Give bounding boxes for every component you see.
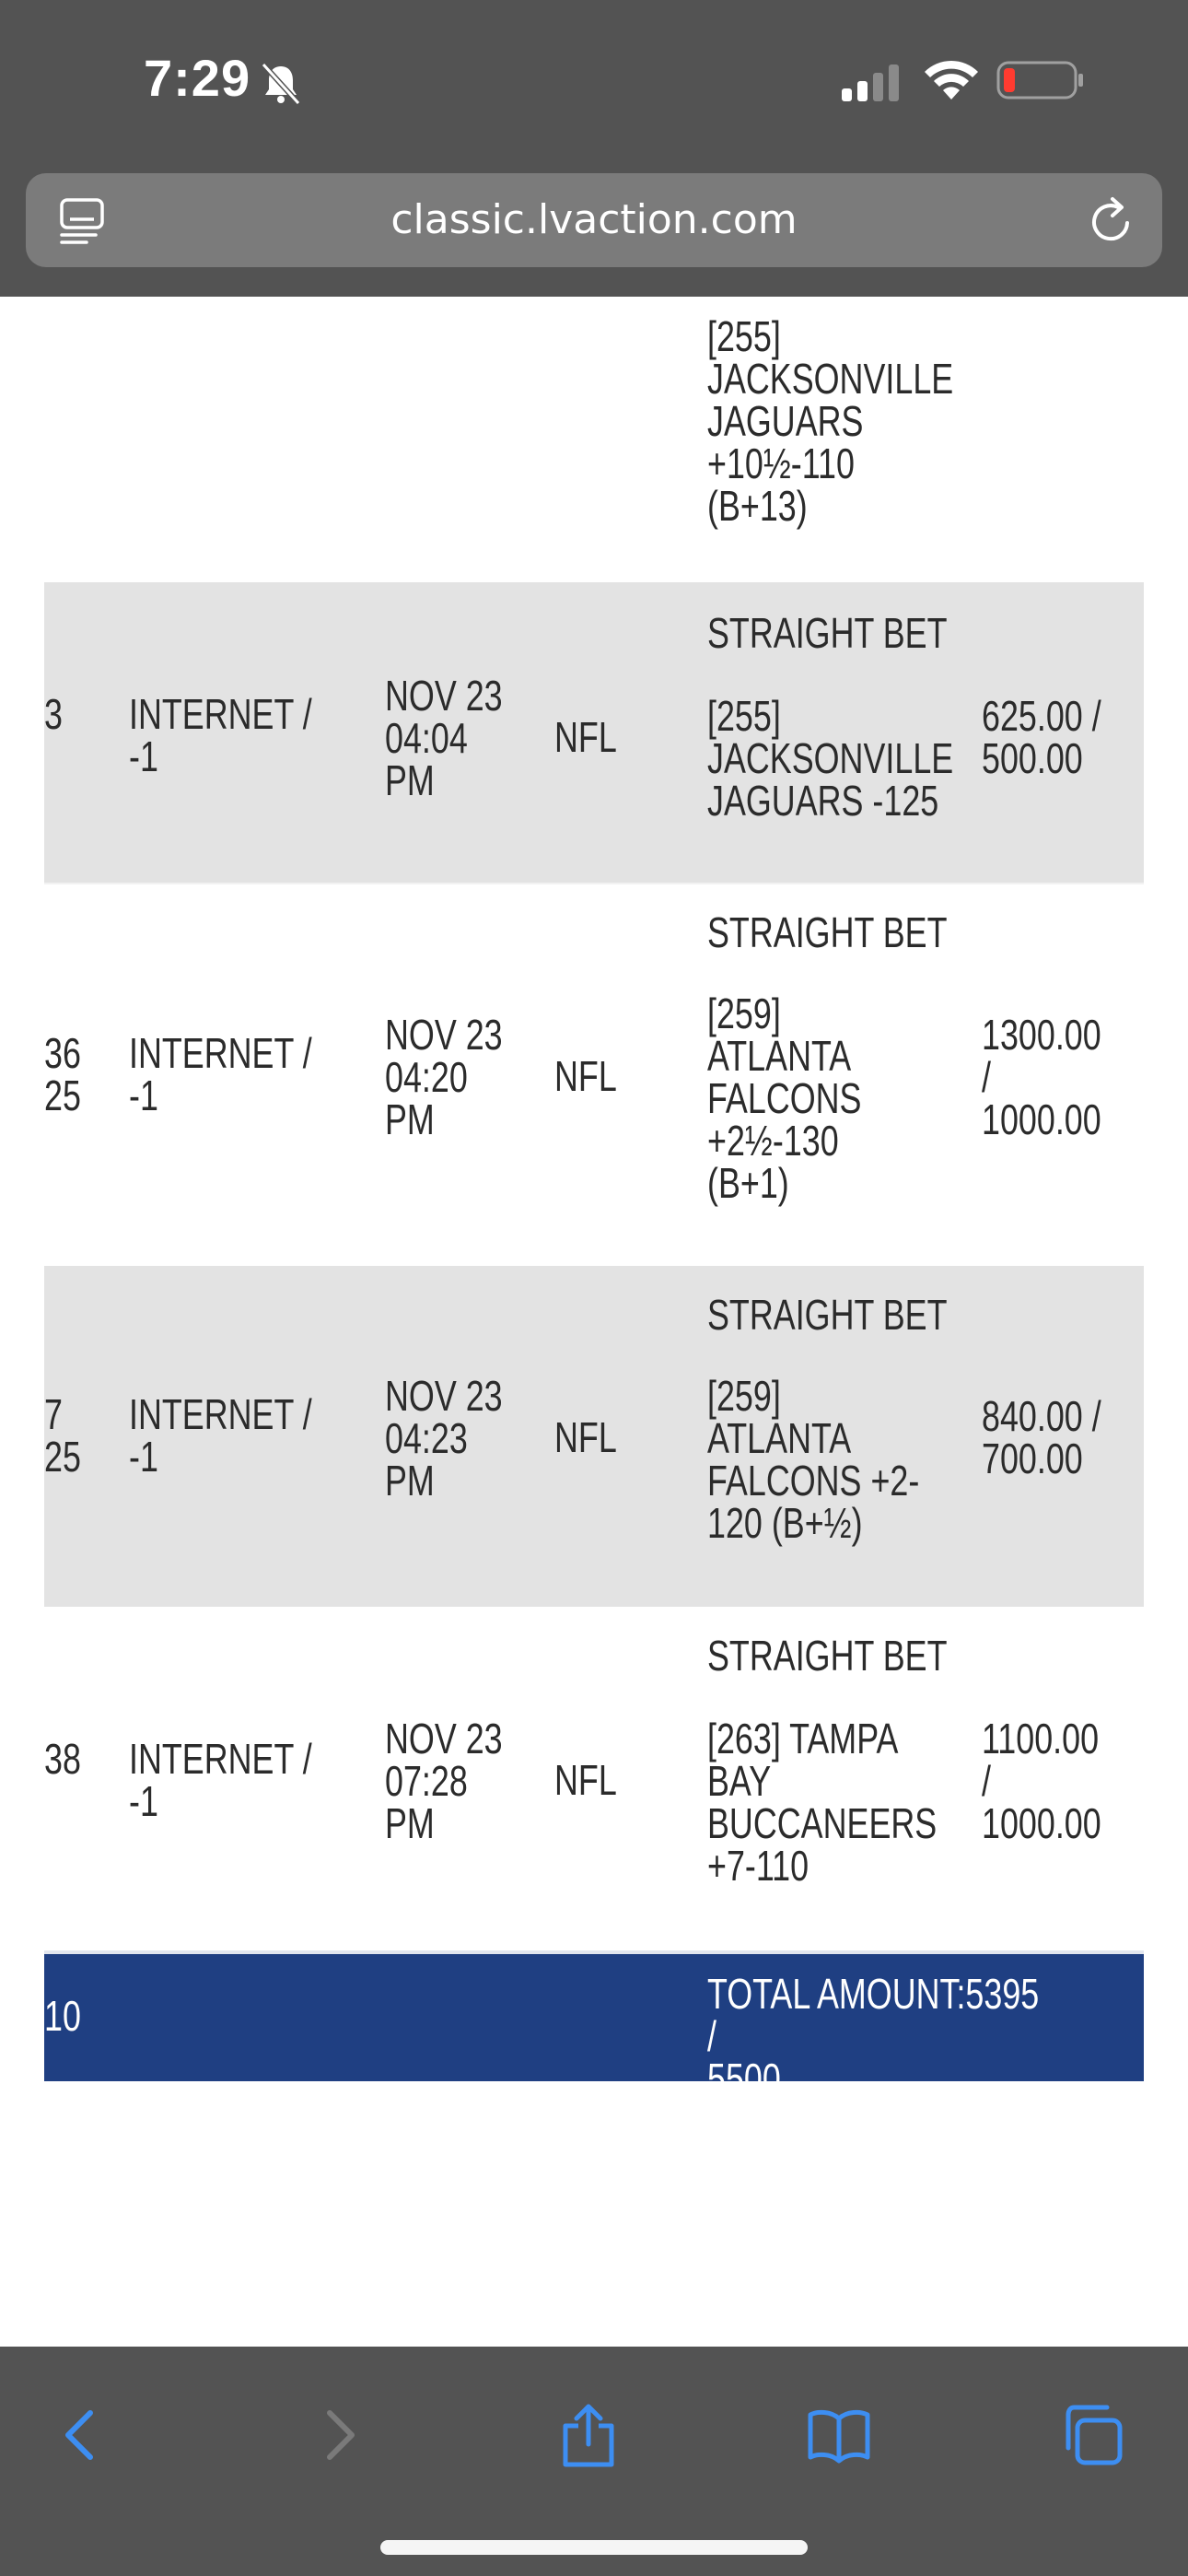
bet-description: [263] TAMPA BAY BUCCANEERS +7-110	[707, 1715, 938, 1890]
bet-description: [259] ATLANTA FALCONS +2- 120 (B+½)	[707, 1372, 920, 1547]
bookmarks-icon[interactable]	[807, 2402, 871, 2468]
back-icon[interactable]	[48, 2402, 112, 2468]
sport-cell: NFL	[554, 1756, 617, 1804]
bet-type: STRAIGHT BET	[707, 1632, 948, 1680]
address-bar[interactable]	[26, 173, 1162, 267]
sport-cell: NFL	[554, 713, 617, 761]
bet-type: STRAIGHT BET	[707, 908, 948, 956]
share-icon[interactable]	[556, 2402, 621, 2468]
battery-low-icon	[996, 59, 1085, 101]
date-cell: NOV 23 07:28 PM	[385, 1715, 503, 1847]
bell-slash-icon	[258, 61, 304, 107]
partial-row-description: [255] JACKSONVILLE JAGUARS +10½-110 (B+13)	[707, 312, 954, 530]
forward-icon[interactable]	[308, 2402, 372, 2468]
user-cell: INTERNET / -1	[129, 1029, 312, 1119]
user-cell: INTERNET / -1	[129, 690, 312, 780]
bet-type: STRAIGHT BET	[707, 1291, 948, 1339]
ticket-id-partial: 7 25	[44, 1390, 81, 1481]
amount-cell: 1300.00 / 1000.00	[982, 1011, 1101, 1143]
cellular-signal-icon	[840, 64, 903, 101]
tabs-icon[interactable]	[1061, 2402, 1125, 2468]
date-cell: NOV 23 04:23 PM	[385, 1372, 503, 1505]
date-cell: NOV 23 04:20 PM	[385, 1011, 503, 1143]
browser-toolbar	[0, 2347, 1188, 2576]
total-amount: TOTAL AMOUNT:5395 / 5500	[707, 1970, 1040, 2102]
date-cell: NOV 23 04:04 PM	[385, 672, 503, 804]
bet-description: [259] ATLANTA FALCONS +2½-130 (B+1)	[707, 989, 862, 1207]
amount-cell: 625.00 / 500.00	[982, 692, 1101, 782]
url-text[interactable]: classic.lvaction.com	[390, 196, 798, 243]
home-indicator[interactable]	[380, 2540, 808, 2555]
status-time: 7:29	[144, 49, 251, 107]
row-divider	[44, 883, 1144, 884]
sport-cell: NFL	[554, 1052, 617, 1100]
total-row	[44, 1950, 1144, 2102]
wifi-icon	[923, 55, 980, 101]
browser-top-chrome	[0, 0, 1188, 297]
user-cell: INTERNET / -1	[129, 1735, 312, 1825]
total-left-partial: 10	[44, 1992, 81, 2040]
reload-icon[interactable]	[1087, 195, 1136, 247]
sport-cell: NFL	[554, 1413, 617, 1461]
bet-description: [255] JACKSONVILLE JAGUARS -125	[707, 692, 954, 825]
wager-history-page	[0, 297, 1188, 2347]
ticket-id-partial: 3	[44, 690, 63, 738]
ticket-id-partial: 38	[44, 1735, 81, 1783]
ticket-id-partial: 36 25	[44, 1029, 81, 1119]
bet-type: STRAIGHT BET	[707, 609, 948, 657]
amount-cell: 840.00 / 700.00	[982, 1392, 1101, 1482]
amount-cell: 1100.00 / 1000.00	[982, 1715, 1101, 1847]
user-cell: INTERNET / -1	[129, 1390, 312, 1481]
